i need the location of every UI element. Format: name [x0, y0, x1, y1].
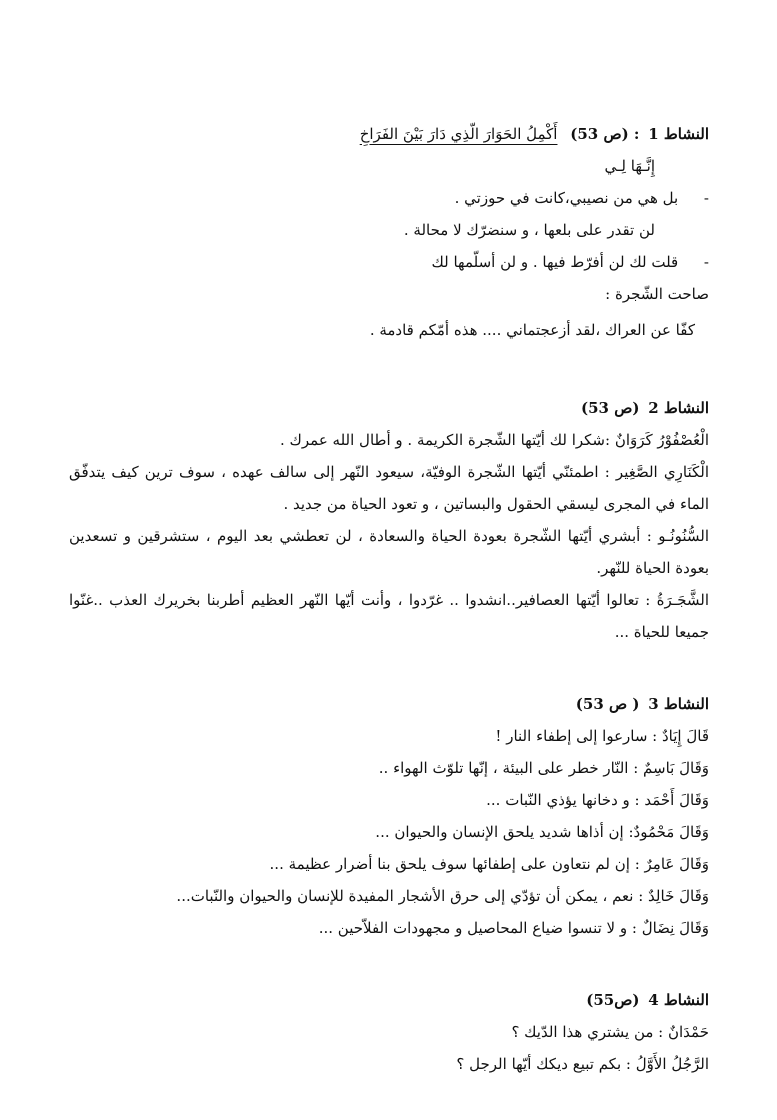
activity-4-label: النشاط 4 [648, 991, 709, 1009]
activity-1-title [69, 118, 709, 150]
activity-4-page-ref: (ص55) [586, 991, 640, 1009]
activity-2-title [69, 392, 709, 424]
dialogue-line [69, 246, 709, 278]
text-line: بل هي من نصيبي،كانت في حوزتي . [454, 189, 679, 207]
text-line: وَقَالَ أَحْمَد : و دخانها يؤذي النّبات ... [486, 791, 709, 809]
text-line: كفّا عن العراك ،لقد أزعجتماني .... هذه أمّكم قادمة . [369, 321, 695, 339]
text-line: وَقَالَ نِضَالٌ : و لا تنسوا ضياع المحاصيل و مجهودات الفلاّحين ... [318, 919, 709, 937]
activity-4 [69, 984, 709, 1080]
dialogue-line [69, 182, 709, 214]
text-line: قَالَ إِيَادٌ : سارعوا إلى إطفاء النار ! [495, 727, 709, 745]
text-line: وَقَالَ خَالِدٌ : نعم ، يمكن أن تؤدّي إلى حرق الأشجار المفيدة للإنسان والحيوان والنّبات... [176, 887, 709, 905]
text-line: وَقَالَ بَاسِمٌ : النّار خطر على البيئة ، إنّها تلوّث الهواء .. [378, 759, 709, 777]
activity-1-instruction: أَكْمِلُ الحَوَارَ الّذِي دَارَ بَيْنَ الفَرَاخِ [359, 125, 558, 143]
text-line: وَقَالَ مَحْمُودٌ: إن أذاها شديد يلحق الإنسان والحيوان ... [375, 823, 709, 841]
text-paragraph: الْكَنَارِي الصَّغِير : اطمئنّي أيّتها الشّجرة الوفيّة، سيعود النّهر إلى سالف عهده ، سوف ترين كيف يتدفّق الماء في المجرى ليسقي الحقول والبساتين ، و تعود الحياة من جديد . [69, 463, 709, 513]
activity-1-label: النشاط 1 [648, 125, 709, 143]
text-paragraph: الشَّجَـرَةُ : تعالوا أيّتها العصافير..انشدوا .. غرّدوا ، وأنت أيّها النّهر العظيم أطربنا بخريرك العذب ..غنّوا جميعا للحياة ... [69, 591, 709, 641]
document-page [69, 118, 709, 1080]
dash-mark: - [703, 189, 709, 207]
text-paragraph: السُّنُونُـو : أبشري أيّتها الشّجرة بعودة الحياة والسعادة ، لن تعطشي بعد اليوم ، ستشرقين و تسعدين بعودة الحياة للنّهر. [69, 527, 709, 577]
activity-4-title [69, 984, 709, 1016]
text-line: قلت لك لن أفرّط فيها . و لن أسلّمها لك [431, 253, 679, 271]
activity-3-page-ref: ( ص 53) [575, 695, 640, 713]
text-line: إِنَّـهَا لِـي [604, 157, 655, 175]
text-line: الرَّجُلُ الأَوَّلُ : بكم تبيع ديكك أيّها الرجل ؟ [456, 1055, 709, 1073]
activity-2-label: النشاط 2 [648, 399, 709, 417]
text-line: حَمْدَانٌ : من يشتري هذا الدّيك ؟ [511, 1023, 709, 1041]
activity-2 [69, 392, 709, 648]
activity-3 [69, 688, 709, 944]
activity-3-title [69, 688, 709, 720]
activity-2-page-ref: (ص 53) [581, 399, 640, 417]
activity-3-label: النشاط 3 [648, 695, 709, 713]
activity-1-page-ref: : (ص 53) [570, 125, 640, 143]
activity-1 [69, 118, 709, 350]
dash-mark: - [703, 253, 709, 271]
text-line: لن تقدر على بلعها ، و سنضرّك لا محالة . [403, 221, 655, 239]
text-line: وَقَالَ عَامِرٌ : إن لم نتعاون على إطفائها سوف يلحق بنا أضرار عظيمة ... [269, 855, 709, 873]
text-line: صاحت الشّجرة : [605, 285, 709, 303]
text-paragraph: الْعُصْفُوْرُ كَرَوَانٌ :شكرا لك أيّتها الشّجرة الكريمة . و أطال الله عمرك . [279, 431, 709, 449]
